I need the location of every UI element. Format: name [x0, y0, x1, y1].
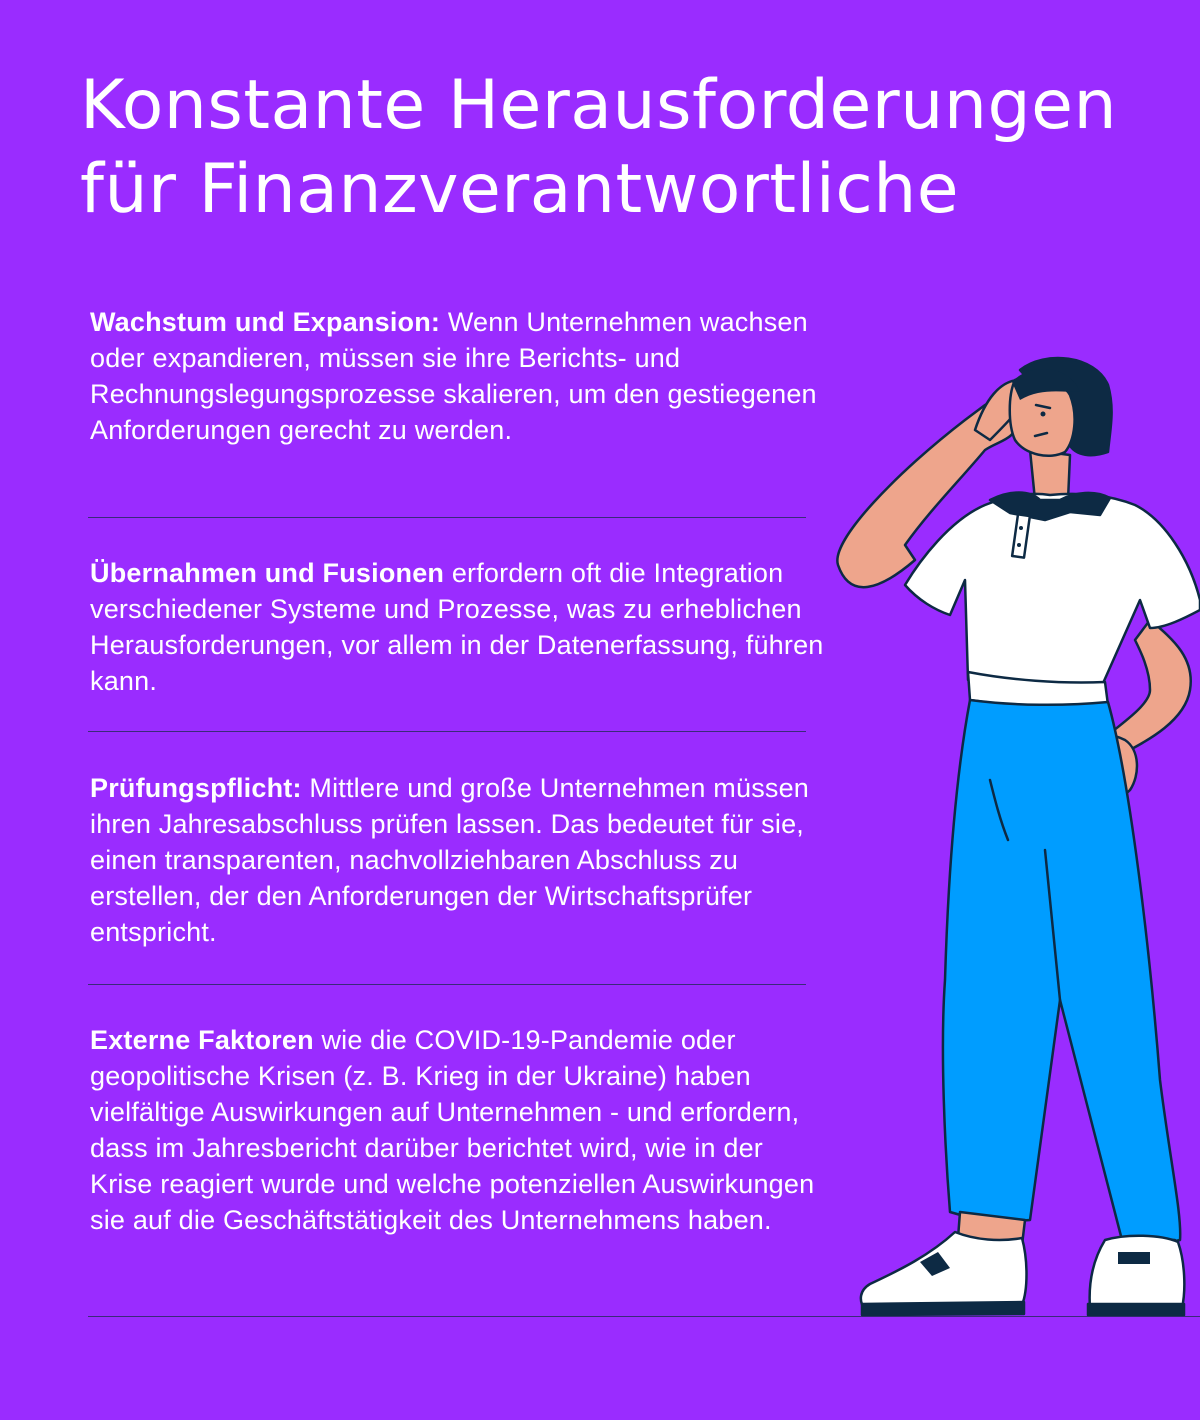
shoe-stripe	[1118, 1252, 1150, 1264]
pants	[943, 700, 1180, 1244]
divider	[88, 984, 806, 985]
section-heading: Übernahmen und Fusionen	[90, 558, 445, 588]
divider	[88, 517, 806, 518]
section-text: Wenn Unternehmen wachsen oder expandieren, müssen sie ihre Berichts- und Rechnungslegungsprozesse skalieren, um den gestiegenen Anforderungen gerecht zu werden.	[90, 307, 817, 445]
thinking-person-illustration	[828, 350, 1200, 1320]
shoe-sole	[862, 1302, 1024, 1315]
section-text: Mittlere und große Unternehmen müssen ihren Jahresabschluss prüfen lassen. Das bedeutet für sie, einen transparenten, nachvollziehbaren Abschluss zu erstellen, der den Anforderungen der Wirtschaftsprüfer entspricht.	[90, 773, 810, 947]
shoe-sole	[1088, 1304, 1184, 1315]
page-title	[80, 64, 1160, 232]
neck	[1030, 450, 1070, 500]
eye	[1041, 412, 1046, 417]
left-shoe	[861, 1232, 1027, 1310]
section-audit	[90, 770, 830, 950]
title-line-2: für Finanzverantwortliche	[80, 150, 960, 229]
section-text: erfordern oft die Integration verschiedener Systeme und Prozesse, was zu erheblichen Herausforderungen, vor allem in der Datenerfassung, führen kann.	[90, 558, 824, 696]
section-heading: Prüfungspflicht:	[90, 773, 302, 803]
title-line-1: Konstante Herausforderungen	[80, 66, 1118, 145]
shirt-button	[1017, 543, 1021, 547]
divider	[88, 731, 806, 732]
section-external-factors	[90, 1022, 830, 1238]
section-text: wie die COVID-19-Pandemie oder geopolitische Krisen (z. B. Krieg in der Ukraine) haben vielfältige Auswirkungen auf Unternehmen - und erfordern, dass im Jahresbericht darüber berichtet wird, wie in der Krise reagiert wurde und welche potenziellen Auswirkungen sie auf die Geschäftstätigkeit des Unternehmens haben.	[90, 1025, 815, 1235]
right-shoe	[1090, 1236, 1185, 1308]
section-mergers	[90, 555, 830, 699]
section-heading: Wachstum und Expansion:	[90, 307, 441, 337]
section-heading: Externe Faktoren	[90, 1025, 314, 1055]
shirt-button	[1019, 526, 1023, 530]
section-growth	[90, 304, 830, 448]
